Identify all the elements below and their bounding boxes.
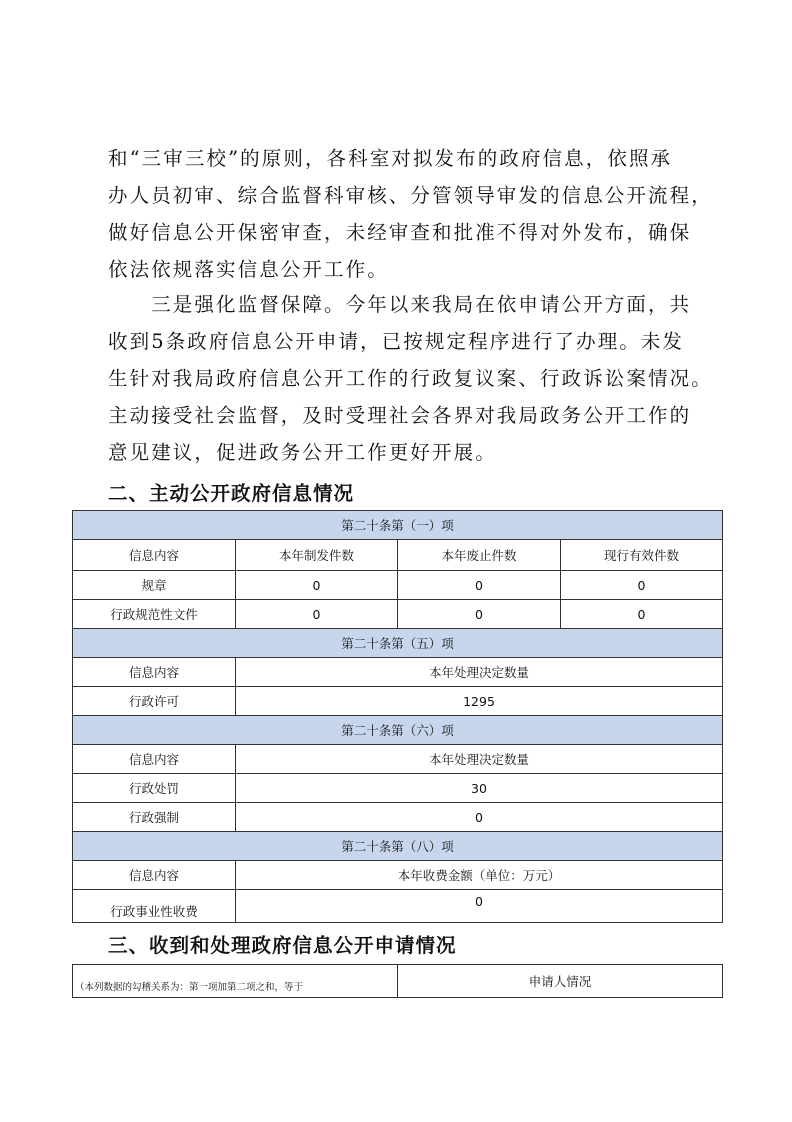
section-title-row: 第二十条第（一）项 [73, 511, 723, 540]
row-label: 行政规范性文件 [73, 600, 236, 629]
row-label: 规章 [73, 571, 236, 600]
text-line: 意见建议，促进政务公开工作更好开展。 [108, 441, 497, 464]
column-header: 本年制发件数 [236, 540, 398, 571]
table-cell: 0 [236, 803, 723, 832]
section-heading-2: 二、主动公开政府信息情况 [108, 482, 355, 505]
row-label: 行政事业性收费 [73, 890, 236, 923]
relation-note: （本列数据的勾稽关系为：第一项加第二项之和，等于 [73, 965, 398, 998]
application-table [72, 964, 723, 998]
section-title-row: 第二十条第（八）项 [73, 832, 723, 861]
column-header: 本年处理决定数量 [236, 658, 723, 687]
text-line: 生针对我局政府信息公开工作的行政复议案、行政诉讼案情况。 [108, 367, 713, 390]
section-title-row: 第二十条第（五）项 [73, 629, 723, 658]
text-line: 和“三审三校”的原则，各科室对拟发布的政府信息，依照承 [108, 147, 673, 170]
proactive-disclosure-table [72, 510, 723, 923]
table-cell: 0 [236, 890, 723, 923]
text-line: 主动接受社会监督，及时受理社会各界对我局政务公开工作的 [108, 404, 692, 427]
column-header: 本年废止件数 [398, 540, 561, 571]
column-header: 信息内容 [73, 658, 236, 687]
column-header: 本年处理决定数量 [236, 745, 723, 774]
text-line: 三是强化监督保障。今年以来我局在依申请公开方面，共 [108, 293, 692, 316]
body-paragraph-1 [108, 140, 713, 288]
table-cell: 0 [398, 571, 561, 600]
column-header: 信息内容 [73, 861, 236, 890]
section-heading-3: 三、收到和处理政府信息公开申请情况 [108, 934, 457, 957]
text-line: 依法依规落实信息公开工作。 [108, 258, 389, 281]
table-cell: 0 [561, 600, 723, 629]
section-title-row: 第二十条第（六）项 [73, 716, 723, 745]
row-label: 行政处罚 [73, 774, 236, 803]
row-label: 行政许可 [73, 687, 236, 716]
column-header: 现行有效件数 [561, 540, 723, 571]
table-cell: 0 [236, 571, 398, 600]
table-cell: 0 [561, 571, 723, 600]
table-cell: 0 [398, 600, 561, 629]
column-header: 本年收费金额（单位：万元） [236, 861, 723, 890]
column-header: 信息内容 [73, 540, 236, 571]
text-line: 办人员初审、综合监督科审核、分管领导审发的信息公开流程， [108, 184, 713, 207]
table-cell: 1295 [236, 687, 723, 716]
column-header: 信息内容 [73, 745, 236, 774]
text-line: 做好信息公开保密审查，未经审查和批准不得对外发布，确保 [108, 221, 692, 244]
row-label: 行政强制 [73, 803, 236, 832]
text-line: 收到5条政府信息公开申请，已按规定程序进行了办理。未发 [108, 330, 685, 353]
body-paragraph-2 [108, 286, 713, 471]
applicant-header: 申请人情况 [398, 965, 723, 998]
table-cell: 0 [236, 600, 398, 629]
table-cell: 30 [236, 774, 723, 803]
